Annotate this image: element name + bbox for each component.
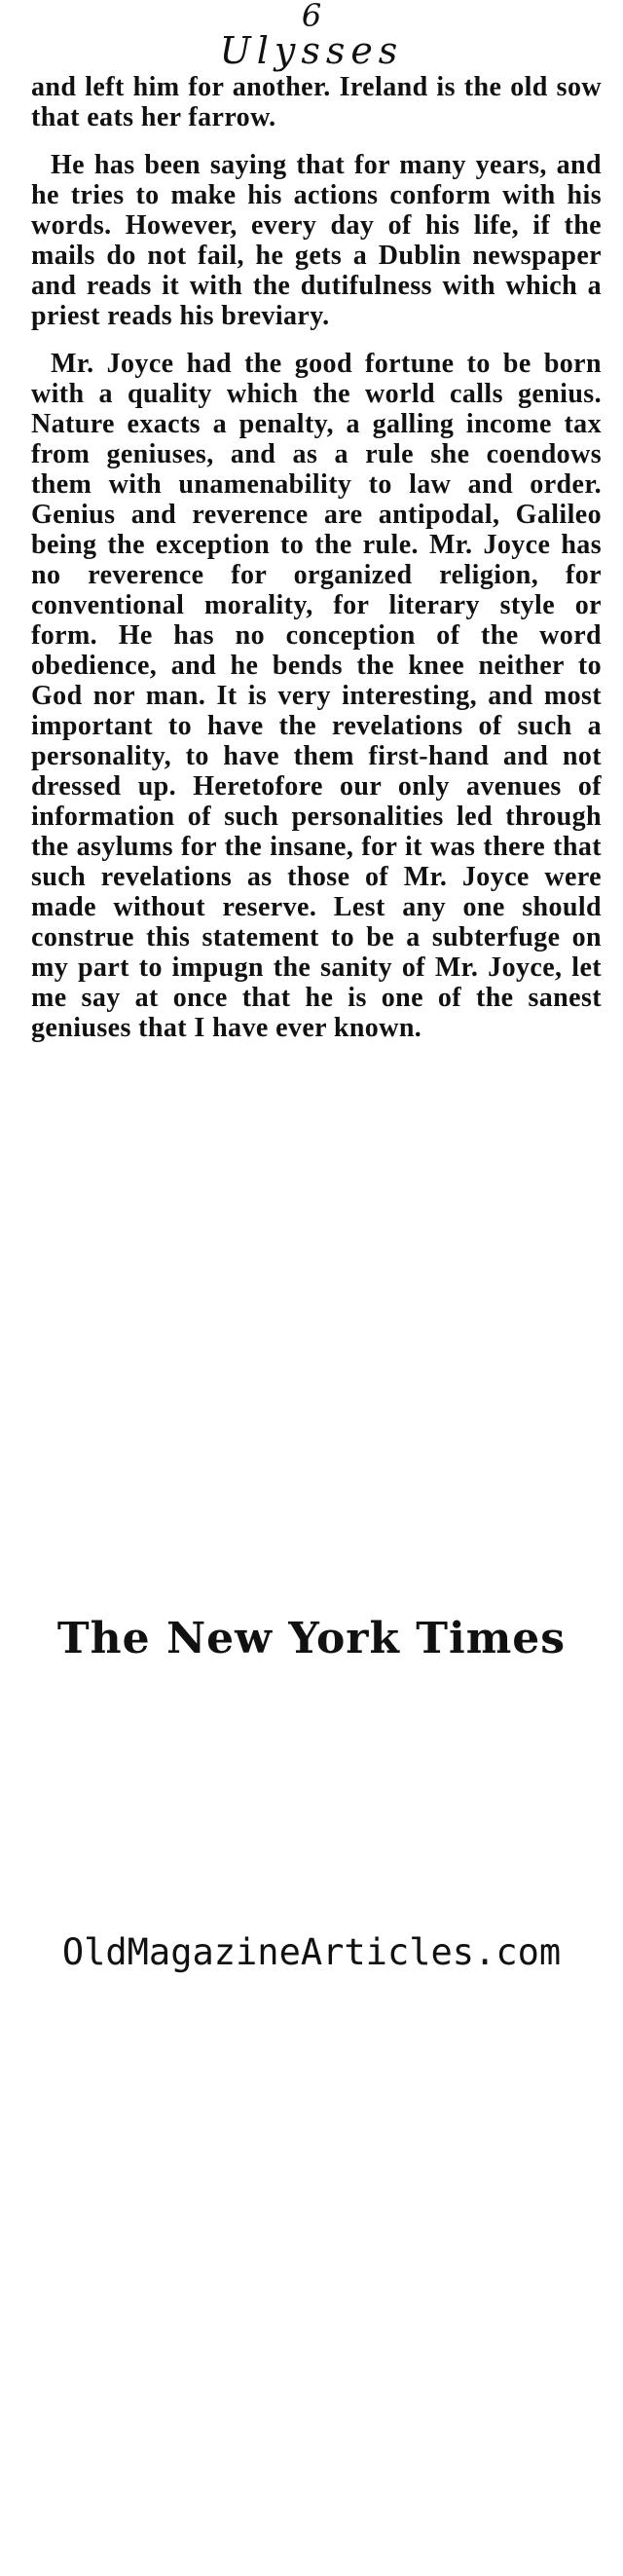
article-body: [31, 72, 602, 1061]
article-paragraph: and left him for another. Ireland is the old sow that eats her farrow.: [31, 72, 602, 132]
article-paragraph: Mr. Joyce had the good fortune to be born with a quality which the world calls genius. Nature exacts a penalty, a galling income tax from geniuses, and as a rule she coendows them with unamenability to law and order. Genius and reverence are antipodal, Galileo being the exception to the rule. Mr. Joyce has no reverence for organized religion, for conventional morality, for literary style or form. He has no conception of the word obedience, and he bends the knee neither to God nor man. It is very interesting, and most important to have the revelations of such a personality, to have them first-hand and not dressed up. Heretofore our only avenues of information of such personalities led through the asylums for the insane, for it was there that such revelations as those of Mr. Joyce were made without reserve. Lest any one should construe this statement to be a subterfuge on my part to impugn the sanity of Mr. Joyce, let me say at once that he is one of the sanest geniuses that I have ever known.: [31, 349, 602, 1043]
page-number: 6: [301, 0, 322, 34]
newspaper-masthead: The New York Times: [56, 1614, 567, 1663]
article-title: Ulysses: [219, 29, 404, 72]
site-footer: OldMagazineArticles.com: [61, 1931, 562, 1973]
article-paragraph: He has been saying that for many years, and he tries to make his actions conform with his words. However, every day of his life, if the mails do not fail, he gets a Dublin newspaper and reads it with the dutifulness with which a priest reads his breviary.: [31, 150, 602, 331]
